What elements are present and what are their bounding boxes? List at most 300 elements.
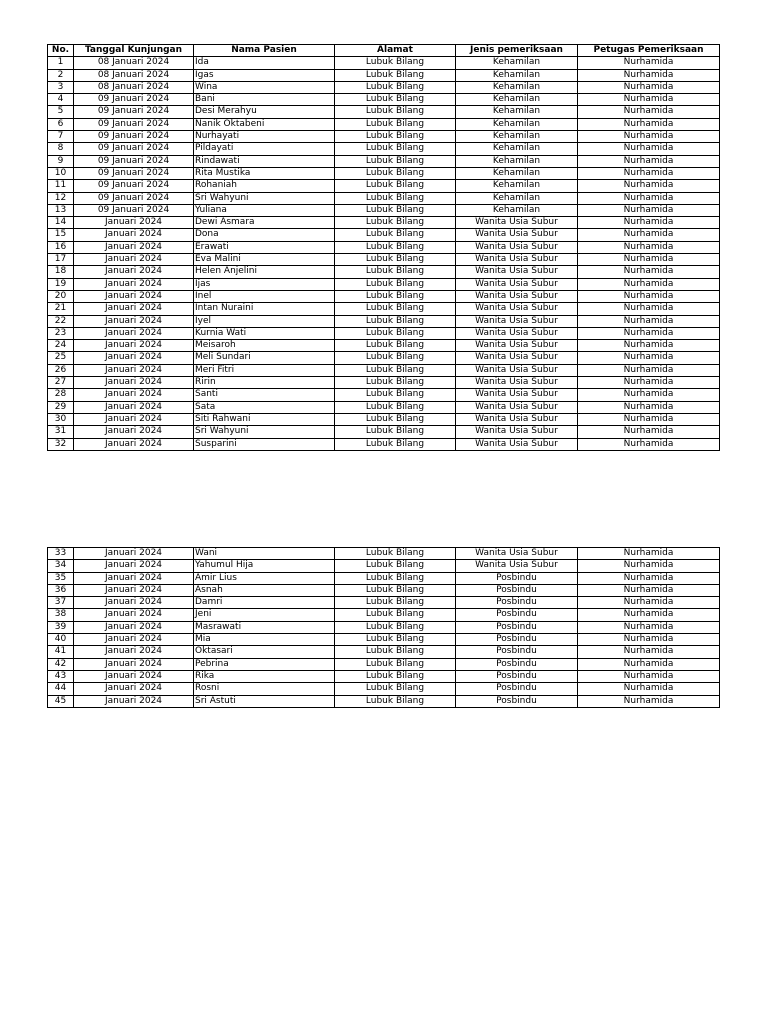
cell-examiner: Nurhamida [578, 192, 720, 204]
cell-examiner: Nurhamida [578, 241, 720, 253]
cell-visit-date: Januari 2024 [74, 670, 194, 682]
cell-visit-date: 09 Januari 2024 [74, 94, 194, 106]
cell-address: Lubuk Bilang [335, 278, 456, 290]
cell-no: 39 [48, 621, 74, 633]
cell-no: 22 [48, 315, 74, 327]
cell-no: 33 [48, 548, 74, 560]
cell-patient-name: Nanik Oktabeni [194, 118, 335, 130]
cell-address: Lubuk Bilang [335, 217, 456, 229]
cell-patient-name: Rika [194, 670, 335, 682]
cell-exam-type: Posbindu [456, 634, 578, 646]
cell-patient-name: Pebrina [194, 658, 335, 670]
cell-examiner: Nurhamida [578, 290, 720, 302]
cell-patient-name: Intan Nuraini [194, 303, 335, 315]
cell-exam-type: Wanita Usia Subur [456, 217, 578, 229]
cell-no: 21 [48, 303, 74, 315]
table-row [48, 327, 720, 339]
table-row [48, 340, 720, 352]
table-row [48, 217, 720, 229]
table-row [48, 106, 720, 118]
cell-no: 2 [48, 69, 74, 81]
cell-patient-name: Meisaroh [194, 340, 335, 352]
cell-exam-type: Wanita Usia Subur [456, 278, 578, 290]
table-row [48, 401, 720, 413]
cell-patient-name: Kurnia Wati [194, 327, 335, 339]
cell-address: Lubuk Bilang [335, 352, 456, 364]
cell-examiner: Nurhamida [578, 658, 720, 670]
cell-address: Lubuk Bilang [335, 303, 456, 315]
table-row [48, 303, 720, 315]
cell-address: Lubuk Bilang [335, 426, 456, 438]
cell-visit-date: Januari 2024 [74, 254, 194, 266]
cell-visit-date: Januari 2024 [74, 695, 194, 707]
cell-visit-date: Januari 2024 [74, 364, 194, 376]
cell-patient-name: Susparini [194, 438, 335, 450]
cell-no: 13 [48, 204, 74, 216]
table-row [48, 413, 720, 425]
table-row [48, 266, 720, 278]
table-row [48, 167, 720, 179]
patient-table-page-2 [47, 547, 720, 708]
cell-patient-name: Sri Astuti [194, 695, 335, 707]
cell-examiner: Nurhamida [578, 438, 720, 450]
table-row [48, 81, 720, 93]
cell-exam-type: Wanita Usia Subur [456, 290, 578, 302]
table-row [48, 118, 720, 130]
cell-visit-date: Januari 2024 [74, 413, 194, 425]
cell-patient-name: Bani [194, 94, 335, 106]
cell-no: 6 [48, 118, 74, 130]
cell-address: Lubuk Bilang [335, 241, 456, 253]
header-visit-date: Tanggal Kunjungan [74, 45, 194, 57]
cell-exam-type: Wanita Usia Subur [456, 315, 578, 327]
table-row [48, 352, 720, 364]
cell-address: Lubuk Bilang [335, 69, 456, 81]
cell-exam-type: Posbindu [456, 597, 578, 609]
table-row [48, 278, 720, 290]
cell-exam-type: Kehamilan [456, 143, 578, 155]
table-row [48, 377, 720, 389]
cell-no: 23 [48, 327, 74, 339]
cell-patient-name: Santi [194, 389, 335, 401]
cell-address: Lubuk Bilang [335, 57, 456, 69]
cell-exam-type: Wanita Usia Subur [456, 254, 578, 266]
cell-address: Lubuk Bilang [335, 266, 456, 278]
cell-exam-type: Wanita Usia Subur [456, 340, 578, 352]
cell-visit-date: 09 Januari 2024 [74, 167, 194, 179]
cell-examiner: Nurhamida [578, 340, 720, 352]
cell-visit-date: 08 Januari 2024 [74, 81, 194, 93]
cell-visit-date: Januari 2024 [74, 303, 194, 315]
cell-no: 7 [48, 131, 74, 143]
cell-address: Lubuk Bilang [335, 364, 456, 376]
cell-exam-type: Posbindu [456, 670, 578, 682]
cell-visit-date: Januari 2024 [74, 340, 194, 352]
cell-patient-name: Oktasari [194, 646, 335, 658]
cell-no: 4 [48, 94, 74, 106]
cell-no: 1 [48, 57, 74, 69]
cell-exam-type: Kehamilan [456, 180, 578, 192]
cell-patient-name: Asnah [194, 584, 335, 596]
cell-visit-date: Januari 2024 [74, 560, 194, 572]
cell-examiner: Nurhamida [578, 229, 720, 241]
table-row [48, 131, 720, 143]
cell-no: 18 [48, 266, 74, 278]
cell-patient-name: Rosni [194, 683, 335, 695]
cell-examiner: Nurhamida [578, 254, 720, 266]
cell-visit-date: Januari 2024 [74, 646, 194, 658]
table-row [48, 670, 720, 682]
cell-address: Lubuk Bilang [335, 646, 456, 658]
cell-patient-name: Sri Wahyuni [194, 426, 335, 438]
table-body-page-2 [48, 548, 720, 708]
cell-address: Lubuk Bilang [335, 658, 456, 670]
table-header-row [48, 45, 720, 57]
cell-patient-name: Pildayati [194, 143, 335, 155]
cell-visit-date: Januari 2024 [74, 584, 194, 596]
cell-patient-name: Dewi Asmara [194, 217, 335, 229]
cell-visit-date: Januari 2024 [74, 426, 194, 438]
cell-visit-date: Januari 2024 [74, 377, 194, 389]
cell-patient-name: Rita Mustika [194, 167, 335, 179]
cell-exam-type: Wanita Usia Subur [456, 241, 578, 253]
cell-address: Lubuk Bilang [335, 131, 456, 143]
cell-patient-name: Rindawati [194, 155, 335, 167]
table-row [48, 646, 720, 658]
table-row [48, 572, 720, 584]
cell-no: 11 [48, 180, 74, 192]
cell-no: 5 [48, 106, 74, 118]
cell-visit-date: 09 Januari 2024 [74, 155, 194, 167]
cell-exam-type: Kehamilan [456, 204, 578, 216]
cell-exam-type: Wanita Usia Subur [456, 389, 578, 401]
cell-no: 37 [48, 597, 74, 609]
cell-no: 31 [48, 426, 74, 438]
cell-patient-name: Sata [194, 401, 335, 413]
cell-examiner: Nurhamida [578, 670, 720, 682]
cell-address: Lubuk Bilang [335, 548, 456, 560]
cell-exam-type: Wanita Usia Subur [456, 560, 578, 572]
cell-examiner: Nurhamida [578, 94, 720, 106]
cell-address: Lubuk Bilang [335, 81, 456, 93]
header-patient-name: Nama Pasien [194, 45, 335, 57]
cell-visit-date: Januari 2024 [74, 401, 194, 413]
cell-examiner: Nurhamida [578, 413, 720, 425]
cell-visit-date: Januari 2024 [74, 609, 194, 621]
cell-visit-date: Januari 2024 [74, 229, 194, 241]
table-body-page-1 [48, 57, 720, 451]
cell-visit-date: Januari 2024 [74, 438, 194, 450]
cell-examiner: Nurhamida [578, 548, 720, 560]
cell-patient-name: Helen Anjelini [194, 266, 335, 278]
cell-exam-type: Posbindu [456, 621, 578, 633]
cell-visit-date: Januari 2024 [74, 352, 194, 364]
cell-address: Lubuk Bilang [335, 621, 456, 633]
cell-no: 41 [48, 646, 74, 658]
cell-patient-name: Yahumul Hija [194, 560, 335, 572]
cell-examiner: Nurhamida [578, 57, 720, 69]
cell-exam-type: Kehamilan [456, 192, 578, 204]
cell-examiner: Nurhamida [578, 118, 720, 130]
cell-patient-name: Ririn [194, 377, 335, 389]
cell-examiner: Nurhamida [578, 266, 720, 278]
cell-patient-name: Nurhayati [194, 131, 335, 143]
cell-examiner: Nurhamida [578, 609, 720, 621]
cell-address: Lubuk Bilang [335, 695, 456, 707]
cell-examiner: Nurhamida [578, 327, 720, 339]
cell-examiner: Nurhamida [578, 81, 720, 93]
cell-address: Lubuk Bilang [335, 180, 456, 192]
cell-visit-date: Januari 2024 [74, 327, 194, 339]
table-row [48, 204, 720, 216]
cell-patient-name: Erawati [194, 241, 335, 253]
cell-address: Lubuk Bilang [335, 192, 456, 204]
cell-exam-type: Wanita Usia Subur [456, 377, 578, 389]
cell-no: 3 [48, 81, 74, 93]
cell-no: 29 [48, 401, 74, 413]
cell-visit-date: 08 Januari 2024 [74, 69, 194, 81]
cell-patient-name: Ijas [194, 278, 335, 290]
table-row [48, 229, 720, 241]
header-address: Alamat [335, 45, 456, 57]
cell-exam-type: Wanita Usia Subur [456, 266, 578, 278]
cell-exam-type: Wanita Usia Subur [456, 327, 578, 339]
cell-visit-date: Januari 2024 [74, 658, 194, 670]
cell-visit-date: Januari 2024 [74, 683, 194, 695]
cell-exam-type: Wanita Usia Subur [456, 413, 578, 425]
cell-patient-name: Inel [194, 290, 335, 302]
cell-patient-name: Ida [194, 57, 335, 69]
cell-no: 45 [48, 695, 74, 707]
cell-exam-type: Kehamilan [456, 167, 578, 179]
table-row [48, 584, 720, 596]
cell-address: Lubuk Bilang [335, 143, 456, 155]
cell-no: 24 [48, 340, 74, 352]
cell-address: Lubuk Bilang [335, 401, 456, 413]
cell-examiner: Nurhamida [578, 621, 720, 633]
header-no: No. [48, 45, 74, 57]
cell-exam-type: Kehamilan [456, 57, 578, 69]
table-row [48, 241, 720, 253]
cell-visit-date: Januari 2024 [74, 621, 194, 633]
cell-no: 26 [48, 364, 74, 376]
cell-visit-date: 09 Januari 2024 [74, 143, 194, 155]
cell-patient-name: Meli Sundari [194, 352, 335, 364]
cell-visit-date: Januari 2024 [74, 278, 194, 290]
cell-patient-name: Amir Lius [194, 572, 335, 584]
cell-examiner: Nurhamida [578, 560, 720, 572]
table-row [48, 438, 720, 450]
table-row [48, 621, 720, 633]
cell-examiner: Nurhamida [578, 695, 720, 707]
cell-no: 44 [48, 683, 74, 695]
cell-examiner: Nurhamida [578, 634, 720, 646]
cell-visit-date: 09 Januari 2024 [74, 192, 194, 204]
cell-patient-name: Wina [194, 81, 335, 93]
cell-no: 20 [48, 290, 74, 302]
cell-patient-name: Masrawati [194, 621, 335, 633]
cell-address: Lubuk Bilang [335, 229, 456, 241]
cell-no: 14 [48, 217, 74, 229]
cell-address: Lubuk Bilang [335, 94, 456, 106]
cell-no: 25 [48, 352, 74, 364]
cell-exam-type: Posbindu [456, 609, 578, 621]
cell-examiner: Nurhamida [578, 364, 720, 376]
cell-visit-date: 09 Januari 2024 [74, 204, 194, 216]
cell-patient-name: Meri Fitri [194, 364, 335, 376]
cell-examiner: Nurhamida [578, 167, 720, 179]
cell-patient-name: Siti Rahwani [194, 413, 335, 425]
cell-examiner: Nurhamida [578, 584, 720, 596]
cell-exam-type: Kehamilan [456, 81, 578, 93]
cell-visit-date: 08 Januari 2024 [74, 57, 194, 69]
cell-exam-type: Posbindu [456, 572, 578, 584]
cell-no: 28 [48, 389, 74, 401]
table-row [48, 315, 720, 327]
table-row [48, 634, 720, 646]
cell-examiner: Nurhamida [578, 303, 720, 315]
cell-patient-name: Wani [194, 548, 335, 560]
table-row [48, 143, 720, 155]
cell-address: Lubuk Bilang [335, 290, 456, 302]
cell-patient-name: Dona [194, 229, 335, 241]
table-row [48, 609, 720, 621]
cell-address: Lubuk Bilang [335, 597, 456, 609]
cell-examiner: Nurhamida [578, 315, 720, 327]
cell-patient-name: Yuliana [194, 204, 335, 216]
cell-address: Lubuk Bilang [335, 327, 456, 339]
header-exam-type: Jenis pemeriksaan [456, 45, 578, 57]
cell-no: 15 [48, 229, 74, 241]
cell-address: Lubuk Bilang [335, 572, 456, 584]
cell-examiner: Nurhamida [578, 143, 720, 155]
cell-examiner: Nurhamida [578, 204, 720, 216]
cell-no: 10 [48, 167, 74, 179]
cell-examiner: Nurhamida [578, 401, 720, 413]
cell-patient-name: Jeni [194, 609, 335, 621]
cell-visit-date: Januari 2024 [74, 315, 194, 327]
cell-examiner: Nurhamida [578, 106, 720, 118]
cell-examiner: Nurhamida [578, 278, 720, 290]
cell-visit-date: 09 Januari 2024 [74, 180, 194, 192]
table-row [48, 658, 720, 670]
cell-exam-type: Kehamilan [456, 155, 578, 167]
cell-visit-date: 09 Januari 2024 [74, 118, 194, 130]
cell-patient-name: Rohaniah [194, 180, 335, 192]
cell-address: Lubuk Bilang [335, 683, 456, 695]
cell-address: Lubuk Bilang [335, 634, 456, 646]
table-row [48, 683, 720, 695]
table-row [48, 180, 720, 192]
cell-exam-type: Posbindu [456, 683, 578, 695]
cell-visit-date: Januari 2024 [74, 266, 194, 278]
cell-examiner: Nurhamida [578, 389, 720, 401]
cell-visit-date: Januari 2024 [74, 634, 194, 646]
cell-no: 19 [48, 278, 74, 290]
cell-visit-date: 09 Januari 2024 [74, 131, 194, 143]
cell-address: Lubuk Bilang [335, 413, 456, 425]
cell-no: 27 [48, 377, 74, 389]
cell-patient-name: Damri [194, 597, 335, 609]
table-row [48, 254, 720, 266]
cell-visit-date: Januari 2024 [74, 572, 194, 584]
cell-exam-type: Posbindu [456, 658, 578, 670]
cell-examiner: Nurhamida [578, 180, 720, 192]
cell-visit-date: Januari 2024 [74, 597, 194, 609]
cell-address: Lubuk Bilang [335, 340, 456, 352]
cell-no: 34 [48, 560, 74, 572]
table-row [48, 155, 720, 167]
cell-exam-type: Wanita Usia Subur [456, 426, 578, 438]
cell-exam-type: Posbindu [456, 584, 578, 596]
cell-examiner: Nurhamida [578, 426, 720, 438]
cell-examiner: Nurhamida [578, 69, 720, 81]
cell-address: Lubuk Bilang [335, 315, 456, 327]
table-row [48, 94, 720, 106]
cell-address: Lubuk Bilang [335, 155, 456, 167]
cell-examiner: Nurhamida [578, 646, 720, 658]
cell-examiner: Nurhamida [578, 597, 720, 609]
cell-visit-date: Januari 2024 [74, 241, 194, 253]
cell-no: 8 [48, 143, 74, 155]
cell-exam-type: Wanita Usia Subur [456, 401, 578, 413]
header-examiner: Petugas Pemeriksaan [578, 45, 720, 57]
cell-exam-type: Posbindu [456, 646, 578, 658]
cell-examiner: Nurhamida [578, 155, 720, 167]
cell-address: Lubuk Bilang [335, 389, 456, 401]
table-row [48, 695, 720, 707]
cell-address: Lubuk Bilang [335, 584, 456, 596]
table-row [48, 69, 720, 81]
cell-examiner: Nurhamida [578, 217, 720, 229]
cell-visit-date: 09 Januari 2024 [74, 106, 194, 118]
cell-exam-type: Kehamilan [456, 131, 578, 143]
cell-address: Lubuk Bilang [335, 670, 456, 682]
cell-examiner: Nurhamida [578, 572, 720, 584]
cell-address: Lubuk Bilang [335, 438, 456, 450]
cell-address: Lubuk Bilang [335, 254, 456, 266]
table-row [48, 192, 720, 204]
table-row [48, 57, 720, 69]
patient-table-page-1 [47, 44, 720, 451]
cell-address: Lubuk Bilang [335, 560, 456, 572]
cell-examiner: Nurhamida [578, 683, 720, 695]
cell-no: 30 [48, 413, 74, 425]
cell-exam-type: Wanita Usia Subur [456, 438, 578, 450]
table-row [48, 426, 720, 438]
cell-no: 40 [48, 634, 74, 646]
cell-visit-date: Januari 2024 [74, 389, 194, 401]
table-row [48, 364, 720, 376]
cell-visit-date: Januari 2024 [74, 290, 194, 302]
cell-address: Lubuk Bilang [335, 204, 456, 216]
cell-exam-type: Wanita Usia Subur [456, 229, 578, 241]
cell-visit-date: Januari 2024 [74, 548, 194, 560]
cell-patient-name: Eva Malini [194, 254, 335, 266]
cell-exam-type: Wanita Usia Subur [456, 364, 578, 376]
table-row [48, 290, 720, 302]
cell-no: 35 [48, 572, 74, 584]
cell-address: Lubuk Bilang [335, 377, 456, 389]
cell-no: 38 [48, 609, 74, 621]
cell-exam-type: Kehamilan [456, 106, 578, 118]
cell-address: Lubuk Bilang [335, 609, 456, 621]
cell-patient-name: Sri Wahyuni [194, 192, 335, 204]
table-row [48, 548, 720, 560]
cell-address: Lubuk Bilang [335, 167, 456, 179]
cell-no: 36 [48, 584, 74, 596]
cell-no: 43 [48, 670, 74, 682]
